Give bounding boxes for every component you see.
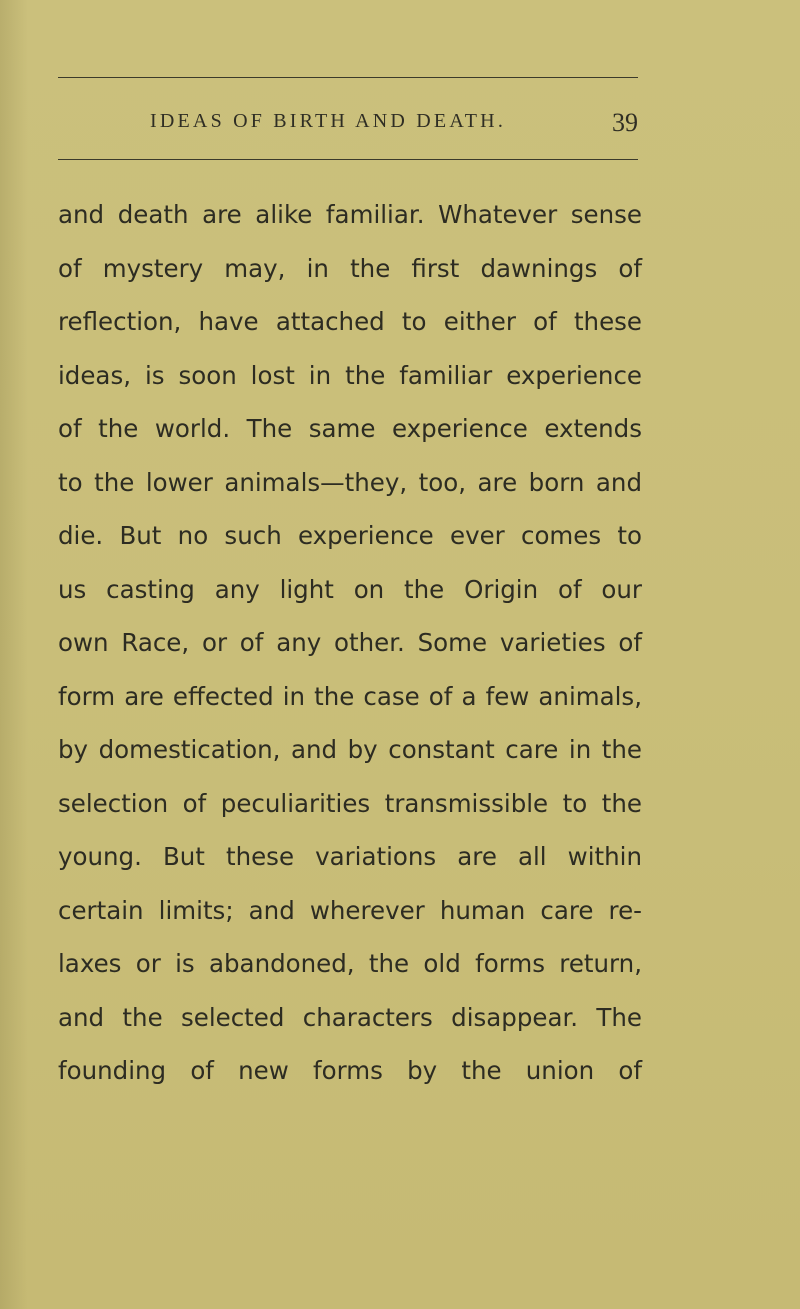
text-line: certain limits; and wherever human care re-: [58, 895, 642, 925]
text-line: selection of peculiarities transmissible to the: [58, 788, 642, 818]
text-line: own Race, or of any other. Some varieties of: [58, 628, 642, 657]
text-line: ideas, is soon lost in the familiar experience: [58, 360, 642, 390]
text-line: by domestication, and by constant care in the: [58, 735, 642, 764]
running-head: [58, 108, 638, 138]
text-line: to the lower animals—they, too, are born and: [58, 467, 642, 497]
body-text: [58, 188, 642, 1098]
text-line: us casting any light on the Origin of our: [58, 574, 642, 604]
text-line: and death are alike familiar. Whatever sense: [58, 200, 642, 229]
text-line: form are effected in the case of a few animals,: [58, 681, 642, 711]
text-line: young. But these variations are all within: [58, 842, 642, 871]
text-line: die. But no such experience ever comes to: [58, 521, 642, 550]
header-rule-top: [58, 77, 638, 78]
text-line: of mystery may, in the first dawnings of: [58, 253, 642, 283]
page-number: 39: [612, 108, 638, 137]
text-line: of the world. The same experience extends: [58, 414, 642, 443]
header-rule-bottom: [58, 159, 638, 160]
text-line: founding of new forms by the union of: [58, 1056, 642, 1085]
text-line: laxes or is abandoned, the old forms return,: [58, 949, 642, 978]
running-head-title: IDEAS OF BIRTH AND DEATH.: [150, 110, 507, 132]
text-line: reflection, have attached to either of these: [58, 307, 642, 336]
text-line: and the selected characters disappear. The: [58, 1002, 642, 1032]
